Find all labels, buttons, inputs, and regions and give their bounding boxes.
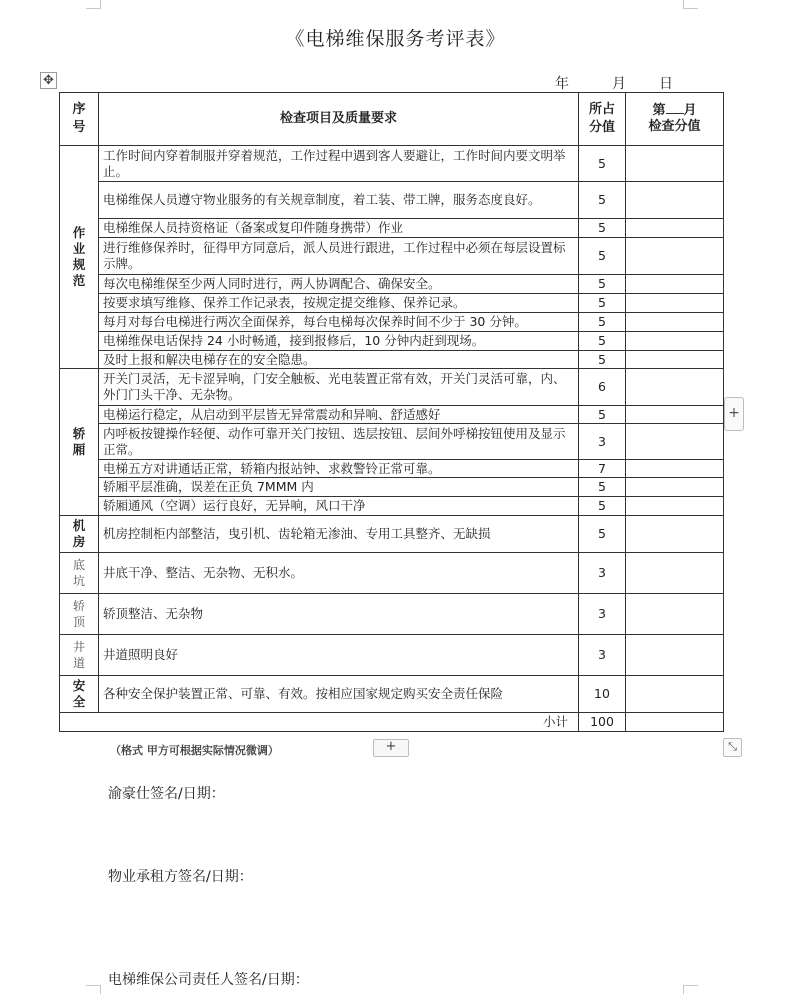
- table-row: [60, 369, 724, 406]
- item-weight: 6: [579, 369, 626, 406]
- table-row: [60, 146, 724, 182]
- item-weight: 10: [579, 676, 626, 713]
- table-row: [60, 351, 724, 369]
- check-score-input[interactable]: [626, 275, 724, 294]
- format-note: （格式 甲方可根据实际情况微调）: [110, 744, 279, 757]
- check-score-input[interactable]: [626, 406, 724, 424]
- date-year-label: 年: [555, 76, 569, 92]
- category-label: 机房: [72, 518, 86, 549]
- item-requirement: 井底干净、整洁、无杂物、无积水。: [99, 553, 579, 594]
- item-requirement: 各种安全保护装置正常、可靠、有效。按相应国家规定购买安全责任保险: [99, 676, 579, 713]
- subtotal-label: 小计: [60, 713, 579, 732]
- category-label: 井道: [72, 640, 85, 670]
- subtotal-check-score[interactable]: [626, 713, 724, 732]
- item-requirement: 电梯运行稳定，从启动到平层皆无异常震动和异响、舒适感好: [99, 406, 579, 424]
- table-resize-handle-icon[interactable]: ⤡: [723, 738, 742, 757]
- item-requirement: 轿顶整洁、无杂物: [99, 594, 579, 635]
- item-requirement: 及时上报和解决电梯存在的安全隐患。: [99, 351, 579, 369]
- table-row: [60, 497, 724, 516]
- table-row: [60, 275, 724, 294]
- table-row: [60, 676, 724, 713]
- category-cell: [60, 553, 99, 594]
- item-weight: 5: [579, 275, 626, 294]
- check-score-input[interactable]: [626, 313, 724, 332]
- table-row: [60, 238, 724, 275]
- date-day-label: 日: [659, 76, 673, 92]
- check-score-input[interactable]: [626, 516, 724, 553]
- table-row: [60, 460, 724, 478]
- item-weight: 5: [579, 219, 626, 238]
- item-weight: 3: [579, 594, 626, 635]
- signature-landlord: 渝豪仕签名/日期：: [108, 786, 225, 802]
- table-row: [60, 594, 724, 635]
- table-row: [60, 424, 724, 460]
- item-weight: 5: [579, 406, 626, 424]
- category-cell: [60, 369, 99, 516]
- page-corner-top-left: [86, 0, 101, 9]
- check-score-input[interactable]: [626, 238, 724, 275]
- check-score-input[interactable]: [626, 424, 724, 460]
- table-row: [60, 553, 724, 594]
- category-cell: [60, 676, 99, 713]
- table-row: [60, 182, 724, 219]
- table-row: [60, 219, 724, 238]
- item-weight: 3: [579, 553, 626, 594]
- check-score-input[interactable]: [626, 219, 724, 238]
- check-score-input[interactable]: [626, 635, 724, 676]
- table-row: [60, 516, 724, 553]
- signature-maintenance-company: 电梯维保公司责任人签名/日期：: [108, 972, 309, 988]
- item-requirement: 进行维修保养时，征得甲方同意后，派人员进行跟进，工作过程中必须在每层设置标示牌。: [99, 238, 579, 275]
- table-row: [60, 406, 724, 424]
- item-weight: 5: [579, 497, 626, 516]
- header-items: 检查项目及质量要求: [99, 93, 579, 146]
- category-cell: [60, 635, 99, 676]
- document-title: 《电梯维保服务考评表》: [285, 28, 506, 50]
- table-row: [60, 294, 724, 313]
- evaluation-table: [59, 92, 724, 732]
- category-cell: [60, 594, 99, 635]
- table-header-row: [60, 93, 724, 146]
- item-requirement: 每次电梯维保至少两人同时进行，两人协调配合、确保安全。: [99, 275, 579, 294]
- item-requirement: 轿厢通风（空调）运行良好，无异响，风口干净: [99, 497, 579, 516]
- category-cell: [60, 516, 99, 553]
- item-weight: 5: [579, 238, 626, 275]
- category-label: 轿厢: [72, 426, 86, 457]
- item-requirement: 电梯维保人员持资格证（备案或复印件随身携带）作业: [99, 219, 579, 238]
- item-weight: 5: [579, 478, 626, 497]
- check-score-input[interactable]: [626, 553, 724, 594]
- check-score-input[interactable]: [626, 294, 724, 313]
- item-requirement: 电梯维保电话保持 24 小时畅通，接到报修后，10 分钟内赶到现场。: [99, 332, 579, 351]
- item-weight: 3: [579, 424, 626, 460]
- item-weight: 5: [579, 294, 626, 313]
- table-row: [60, 313, 724, 332]
- table-move-handle-icon[interactable]: ✥: [40, 72, 57, 89]
- item-requirement: 内呼板按键操作轻便、动作可靠开关门按钮、选层按钮、层间外呼梯按钮使用及显示正常。: [99, 424, 579, 460]
- check-score-input[interactable]: [626, 594, 724, 635]
- page-corner-top-right: [683, 0, 698, 9]
- item-weight: 5: [579, 332, 626, 351]
- subtotal-row: [60, 713, 724, 732]
- category-label: 轿顶: [72, 599, 85, 629]
- category-label: 安全: [72, 678, 86, 709]
- add-column-button[interactable]: +: [724, 397, 744, 431]
- header-seq: 序号: [60, 93, 99, 146]
- table-row: [60, 635, 724, 676]
- check-score-input[interactable]: [626, 369, 724, 406]
- item-requirement: 电梯五方对讲通话正常，轿箱内报站钟、求救警铃正常可靠。: [99, 460, 579, 478]
- item-weight: 5: [579, 182, 626, 219]
- item-requirement: 每月对每台电梯进行两次全面保养，每台电梯每次保养时间不少于 30 分钟。: [99, 313, 579, 332]
- table-row: [60, 332, 724, 351]
- check-score-input[interactable]: [626, 351, 724, 369]
- item-requirement: 工作时间内穿着制服并穿着规范，工作过程中遇到客人要避让，工作时间内要文明举止。: [99, 146, 579, 182]
- check-score-input[interactable]: [626, 676, 724, 713]
- item-requirement: 机房控制柜内部整洁，曳引机、齿轮箱无渗油、专用工具整齐、无缺损: [99, 516, 579, 553]
- item-weight: 5: [579, 146, 626, 182]
- item-weight: 5: [579, 351, 626, 369]
- item-weight: 7: [579, 460, 626, 478]
- subtotal-value: 100: [579, 713, 626, 732]
- item-weight: 5: [579, 516, 626, 553]
- item-requirement: 轿厢平层准确，误差在正负 7MMM 内: [99, 478, 579, 497]
- check-score-input[interactable]: [626, 460, 724, 478]
- check-score-input[interactable]: [626, 146, 724, 182]
- item-requirement: 井道照明良好: [99, 635, 579, 676]
- check-score-input[interactable]: [626, 182, 724, 219]
- date-month-label: 月: [612, 76, 626, 92]
- header-check-score: 第 月 检查分值: [626, 93, 724, 146]
- check-score-input[interactable]: [626, 478, 724, 497]
- check-score-input[interactable]: [626, 497, 724, 516]
- table-row: [60, 478, 724, 497]
- item-requirement: 开关门灵活，无卡涩异响，门安全触板、光电装置正常有效，开关门灵活可靠，内、外门门头干净、无杂物。: [99, 369, 579, 406]
- item-weight: 3: [579, 635, 626, 676]
- category-label: 作业规范: [72, 225, 86, 288]
- item-requirement: 电梯维保人员遵守物业服务的有关规章制度，着工装、带工牌，服务态度良好。: [99, 182, 579, 219]
- category-cell: [60, 146, 99, 369]
- item-requirement: 按要求填写维修、保养工作记录表，按规定提交维修、保养记录。: [99, 294, 579, 313]
- check-score-input[interactable]: [626, 332, 724, 351]
- header-weight: 所占分值: [579, 93, 626, 146]
- item-weight: 5: [579, 313, 626, 332]
- category-label: 底坑: [72, 558, 85, 588]
- add-row-button[interactable]: +: [373, 739, 409, 757]
- signature-tenant: 物业承租方签名/日期：: [108, 869, 253, 885]
